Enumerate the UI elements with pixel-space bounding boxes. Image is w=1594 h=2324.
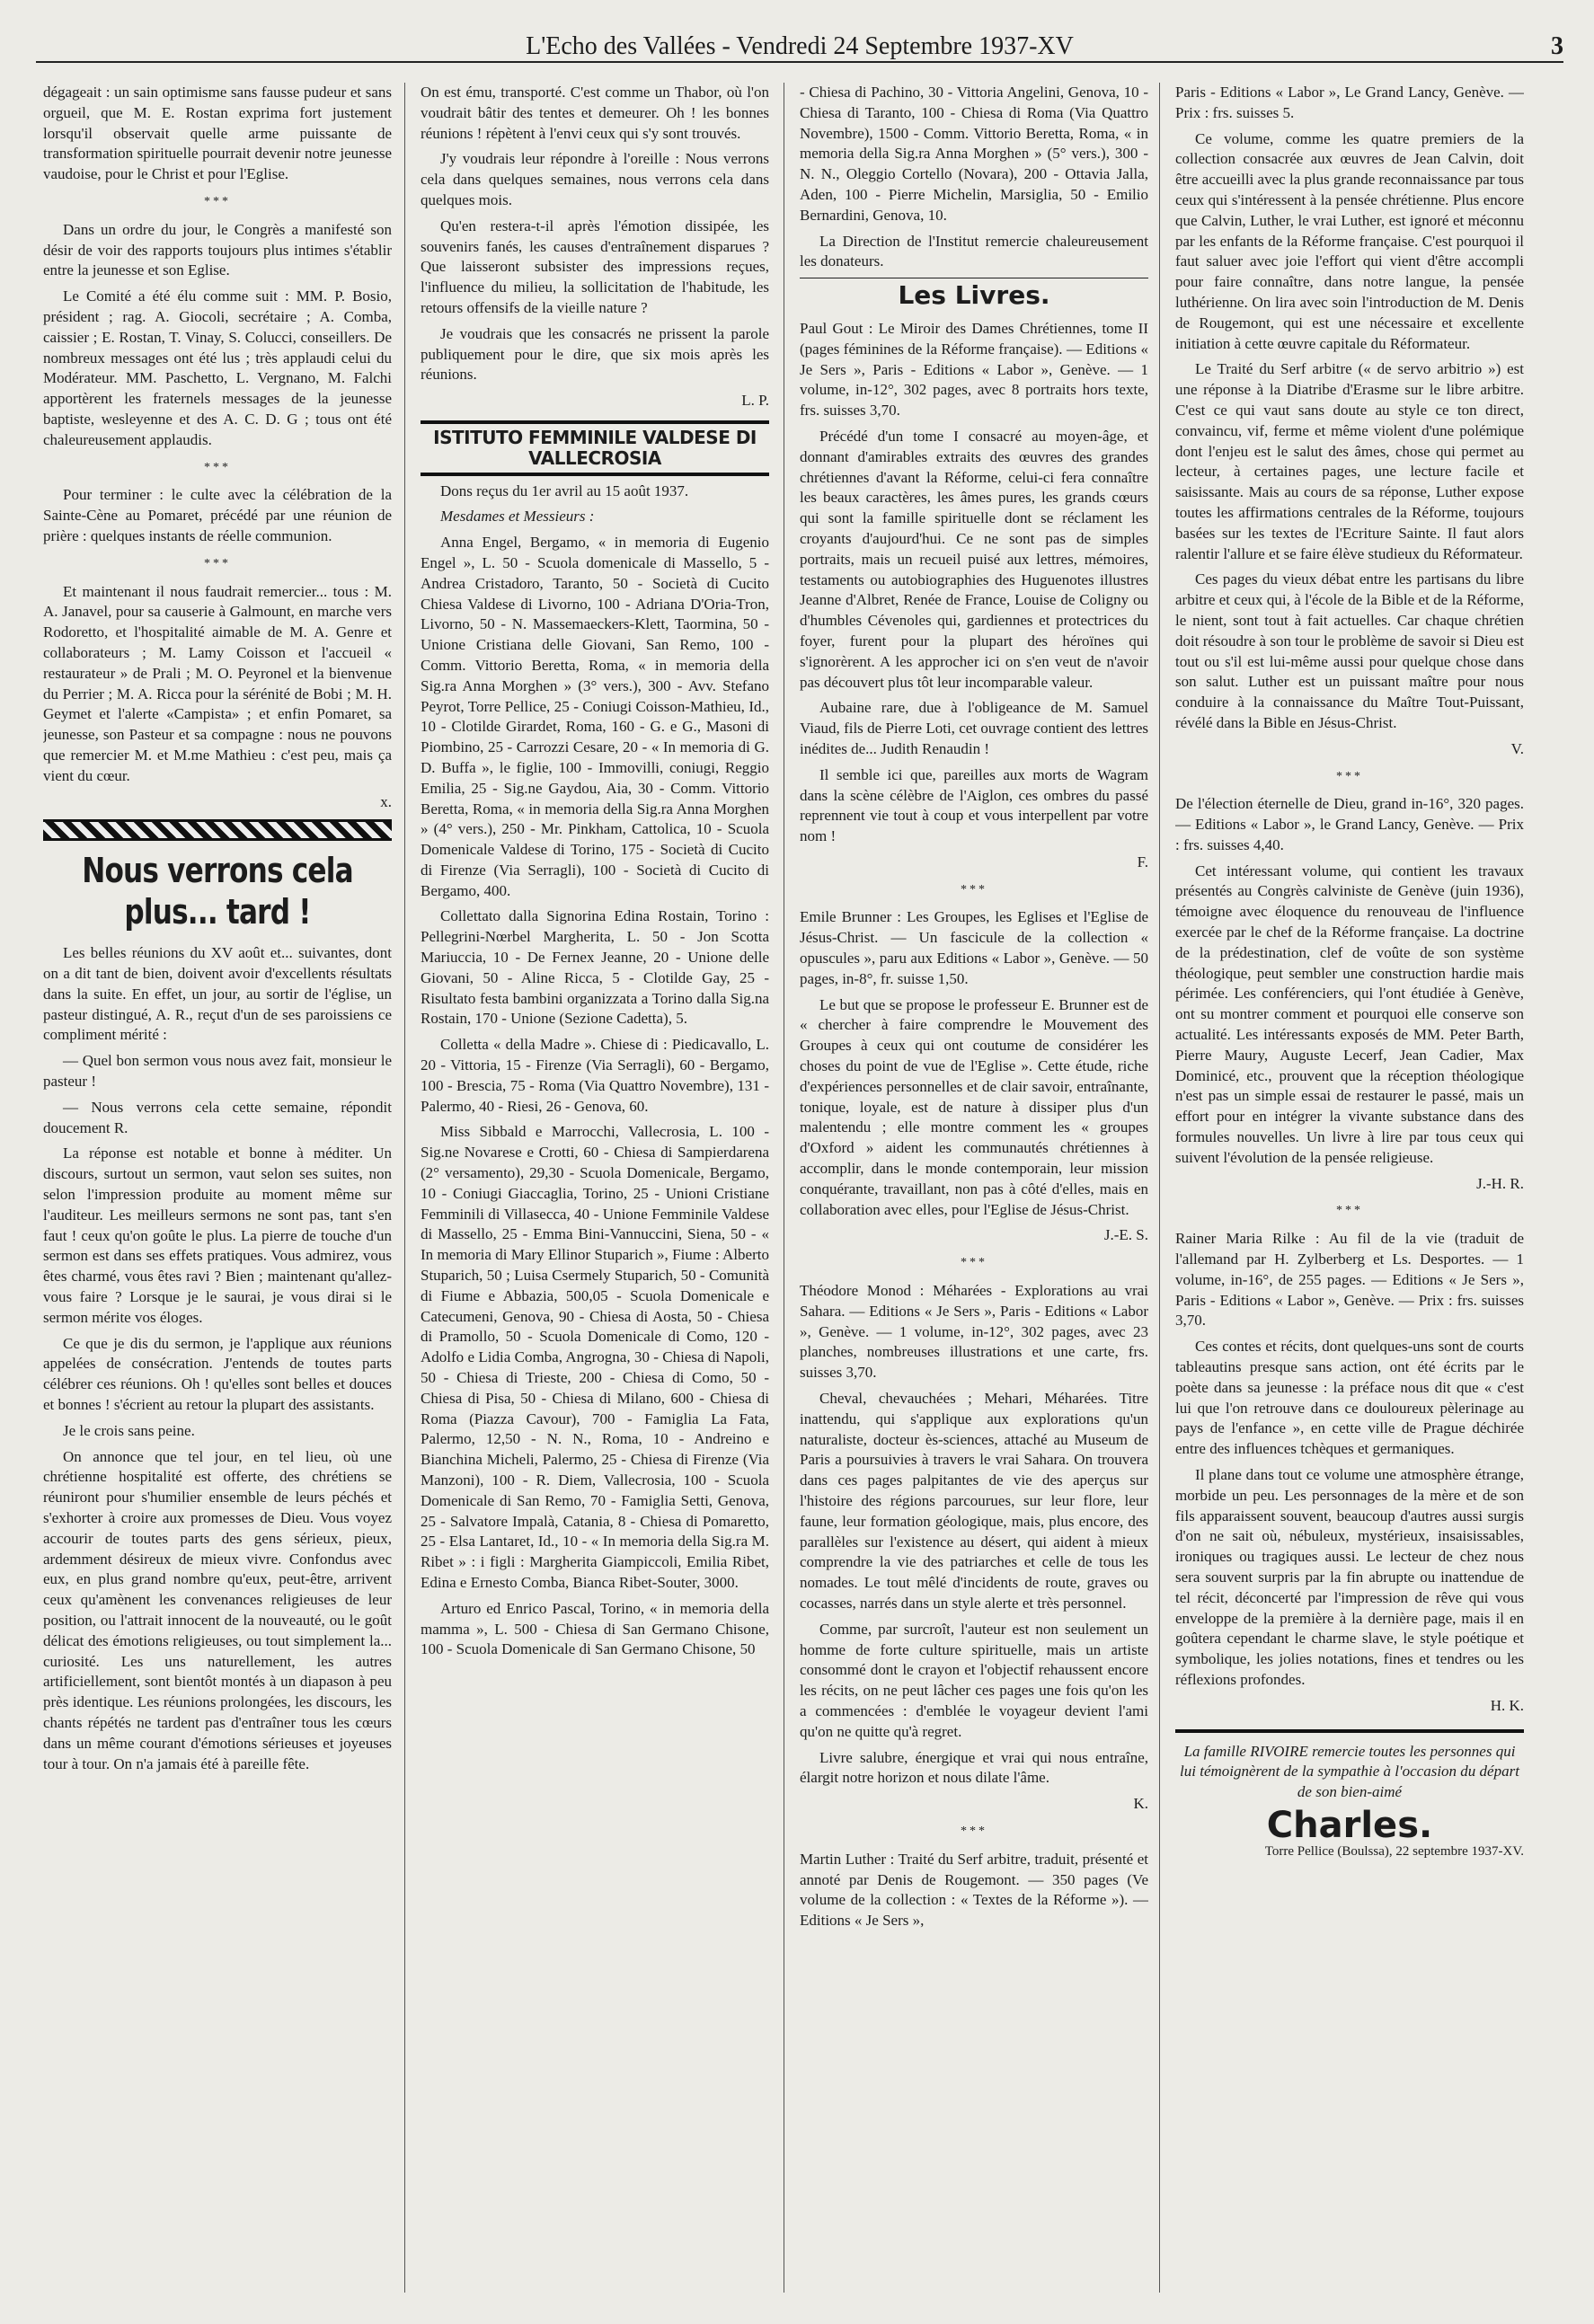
paragraph: Mesdames et Messieurs : (440, 508, 595, 526)
signature: F. (1137, 853, 1148, 870)
separator-stars: *** (204, 556, 231, 570)
paragraph: Anna Engel, Bergamo, « in memoria di Eugenio Engel », L. 50 - Scuola domenicale di Massello, 5 - Andrea Cristadoro, Taranto, 50 - Società di Cucito Chiesa Valdese di Livorno, 100 - Adriana D'Oria-Tron, Livorno, 50 - N. Massemaeckers-Klett, Taormina, 50 - Unione Cristiana delle Giovani, San Remo, 100 - Comm. Vittorio Beretta, Roma, « in memoria della Sig.ra Anna Morghen » (3° vers.), 300 - Avv. Stefano Peyrot, Torre Pellice, 25 - Coniugi Coisson-Mathieu, Id., 10 - Clotilde Girardet, Roma, 160 - G. e G., Masoni di Piombino, 25 - Carrozzi Cesare, 20 - « In memoria di G. D. Buffa », le figlie, 100 - Immovilli, coniugi, Reggio Emilia, 25 - Sig.ne Gaydou, Aia, 30 - Comm. Vittorio Beretta, Roma, « in memoria della Sig.ra Anna Morghen » (4° vers.), 250 - Mr. Pinkham, Cattolica, 10 - Scuola Domenicale Valdese di Torino, 175 - Società di Cucito di Firenze (Via Serragli), 100 - Società di Cucito di Bergamo, 400. (421, 534, 769, 899)
paragraph: Martin Luther : Traité du Serf arbitre, traduit, présenté et annoté par Denis de Rougemont. — 350 pages (Ve volume de la collection : « Textes de la Réforme »). — Editions « Je Sers », (800, 1850, 1148, 1930)
paragraph: Collettato dalla Signorina Edina Rostain, Torino : Pellegrini-Nœrbel Margherita, L. 50 - Jon Scotta Mariuccia, 10 - De Fernex Jeanne, 20 - Unione delle Giovani, 50 - Aline Ricca, 5 - Clotilde Gay, 25 - Risultato festa bambini organizzata a Torino dalla Sig.na Rostain, 170 - Unione (Sezione Cadetta), 5. (421, 907, 769, 1028)
paragraph: On est ému, transporté. C'est comme un Thabor, où l'on voudrait bâtir des tentes et demeurer. Oh ! les bonnes réunions ! répètent à l'envi ceux qui s'y sont trouvés. (421, 84, 769, 142)
separator-stars: *** (1336, 1204, 1363, 1218)
signature: V. (1510, 739, 1524, 757)
paragraph: Pour terminer : le culte avec la célébration de la Sainte-Cène au Pomaret, précédé par une réunion de prière : quelques instants de réelle communion. (43, 486, 392, 544)
paragraph: Il plane dans tout ce volume une atmosphère étrange, morbide un peu. Les personnages de la mère et de son fils apparaissent souvent, beaucoup d'autres aussi surgis d'on ne sait où, nébuleux, mystérieux, insaisissables, ironiques ou tragiques aussi. Le lecteur de chez nous sera souvent surpris par la fin abrupte ou inattendue de tel récit, déconcerté par l'impression de rêve qui vous enveloppe de la première à la dernière page, mais il en goûtera cependant le charme slave, le style poétique et symbolique, les jolies notations, fines et tendres ou les réflexions profondes. (1175, 1466, 1524, 1688)
paragraph: Paris - Editions « Labor », Le Grand Lancy, Genève. — Prix : frs. suisses 5. (1175, 84, 1524, 121)
paragraph: Aubaine rare, due à l'obligeance de M. Samuel Viaud, fils de Pierre Loti, cet ouvrage contient des lettres inédites de... Judith Renaudin ! (800, 699, 1148, 757)
paragraph: — Quel bon sermon vous nous avez fait, monsieur le pasteur ! (43, 1052, 392, 1091)
article-title: ISTITUTO FEMMINILE VALDESE DI VALLECROSIA (421, 420, 769, 476)
column-divider (404, 83, 405, 2293)
column-1 (43, 83, 392, 2293)
article-title: Nous verrons cela plus... tard ! (82, 851, 353, 932)
column-3 (800, 83, 1148, 2293)
paragraph: Je le crois sans peine. (63, 1421, 195, 1439)
column-divider (1159, 83, 1160, 2293)
paragraph: De l'élection éternelle de Dieu, grand in-16°, 320 pages. — Editions « Labor », le Grand Lancy, Genève. — Prix : frs. suisses 4,40. (1175, 795, 1524, 853)
signature: J.-E. S. (1103, 1226, 1148, 1244)
separator-stars: *** (204, 194, 231, 208)
paragraph: Miss Sibbald e Marrocchi, Vallecrosia, L. 100 - Sig.ne Novarese e Crotti, 60 - Chiesa di Sampierdarena (2° versamento), 29,30 - Scuola Domenicale, Bergamo, 10 - Coniugi Giaccaglia, Torino, 25 - Unioni Cristiane Femminili di Villasecca, 40 - Unione Femminile Valdese di Massello, 25 - Emma Bini-Vannuccini, Siena, 50 - « In memoria di Mary Ellinor Stuparich », Fiume : Alberto Stuparich, 50 ; Luisa Csermely Stuparich, 50 - Comunità di Fiume e Abbazia, 500,05 - Scuola Domenicale e Catecumeni, Genova, 90 - Chiesa di Aosta, 50 - Chiesa di Pramollo, 50 - Scuola Domenicale di Como, 120 - Adolfo e Lidia Comba, Angrogna, 30 - Chiesa di Napoli, 50 - Chiesa di Trieste, 200 - Chiesa di Como, 50 - Chiesa di Pisa, 50 - Chiesa di Milano, 600 - Chiesa di Roma (Piazza Cavour), 700 - Famiglia La Fata, Palermo, 12,50 - N. N., Roma, 10 - Andreino e Bianchina Micheli, Palermo, 25 - Chiesa di Firenze (Via Manzoni), 100 - R. Diem, Vallecrosia, 100 - Scuola Domenicale di San Remo, 70 - Famiglia Setti, Genova, 25 - Salvatore Impalà, Catania, 8 - Chiesa di Pomaretto, 25 - Elsa Lantaret, Id., 10 - « In memoria della Sig.ra M. Ribet » : i figli : Margherita Giampiccoli, Emilia Ribet, Edina e Ernesto Comba, Bianca Ribet-Souter, 3000. (421, 1123, 769, 1591)
separator-stars: *** (961, 882, 987, 897)
paragraph: Je voudrais que les consacrés ne prissent la parole publiquement pour le dire, que six mois après les réunions. (421, 324, 769, 384)
paragraph: — Nous verrons cela cette semaine, répondit doucement R. (43, 1098, 392, 1136)
paragraph: Emile Brunner : Les Groupes, les Eglises et l'Eglise de Jésus-Christ. — Un fascicule de la collection « opuscules », paru aux Editions « Labor », Genève. — 50 pages, in-8°, fr. suisse 1,50. (800, 908, 1148, 987)
paragraph: Le Traité du Serf arbitre (« de servo arbitrio ») est une réponse à la Diatribe d'Erasme sur le libre arbitre. C'est ce qui vaut sans doute au style ce ton direct, convaincu, vif, ferme et même violent d'une polémique dont l'enjeu est le salut des âmes, chose qui permet au lecteur, à certaines pages, une lecture facile et saisissante. Mais au cours de sa réponse, Luther expose toutes les affirmations centrales de la Réforme, toujours basées sur les textes de l'Ecriture Sainte. Il faut alors ralentir l'allure et se faire élève studieux du Réformateur. (1175, 360, 1524, 562)
signature: L. P. (741, 392, 769, 410)
paragraph: - Chiesa di Pachino, 30 - Vittoria Angelini, Genova, 10 - Chiesa di Taranto, 100 - Chiesa di Roma (Via Quattro Novembre), 1500 - Comm. Vittorio Beretta, Roma, « in memoria della Sig.ra Anna Morghen » (5° vers.), 300 - N. N., Oleggio Cortello (Novara), 200 - Ottavia Jalla, Aden, 100 - Pierre Michelin, Marsiglia, 50 - Emilio Bernardini, Genova, 10. (800, 84, 1148, 224)
paragraph: Colletta « della Madre ». Chiese di : Piedicavallo, L. 20 - Vittoria, 15 - Firenze (Via Serragli), 60 - Bergamo, 100 - Brescia, 75 - Roma (Via Quattro Novembre), 131 - Palermo, 40 - Riesi, 26 - Genova, 60. (421, 1036, 769, 1115)
paragraph: Le but que se propose le professeur E. Brunner est de « chercher à faire comprendre le Mouvement des Groupes à ceux qui ont coutume de considérer les choses du point de vue de l'Eglise ». Cette étude, riche d'expériences personnelles et de clair savoir, entraînante, tonique, loyale, est de nature à dissiper plus d'un malentendu ; elle montre comment les « groupes d'Oxford » aident les communautés chrétiennes à accomplir, dans le monde contemporain, leur mission conquérante, travaillant, non pas à côté d'elles, mais en collaboration avec elles, pour l'Eglise de Jésus-Christ. (800, 995, 1148, 1218)
paragraph: Cheval, chevauchées ; Mehari, Méharées. Titre inattendu, qui s'applique aux explorations qu'un naturaliste, docteur ès-sciences, attaché au Museum de Paris a poursuivies à travers le vrai Sahara. On trouvera dans ces pages palpitantes de vie des aperçus sur l'histoire des régions parcourues, sur leur flore, leur faune, leur formation géologique, mais, plus encore, des parallèles sur l'existence au désert, qui aident à mieux comprendre la vie des patriarches et celle de tous les nomades. Le tout mêlé d'incidents de route, graves ou cocasses, narrés dans un style alerte et très personnel. (800, 1390, 1148, 1612)
separator-stars: *** (204, 460, 231, 474)
paragraph: J'y voudrais leur répondre à l'oreille : Nous verrons cela dans quelques semaines, nous verrons cela dans quelques mois. (421, 150, 769, 208)
notice-text: La famille RIVOIRE remercie toutes les personnes qui lui témoignèrent de la sympathie à l'occasion du départ de son bien-aimé (1180, 1742, 1519, 1801)
paragraph: La Direction de l'Institut remercie chaleureusement les donateurs. (800, 232, 1148, 270)
decorative-band (43, 819, 392, 841)
signature: K. (1133, 1795, 1148, 1813)
paragraph: Dans un ordre du jour, le Congrès a manifesté son désir de voir des rapports toujours plus intimes s'établir entre la jeunesse et son Eglise. (43, 220, 392, 279)
separator-stars: *** (961, 1824, 987, 1838)
newspaper-header-title: L'Echo des Vallées - Vendredi 24 Septembre 1937-XV (526, 32, 1074, 60)
paragraph: Précédé d'un tome I consacré au moyen-âge, et donnant d'amirables extraits des œuvres des grandes chrétiennes d'avant la Réforme, celui-ci fera connaître les beaux caractères, les âmes pures, les grands cœurs qui sont la famille spirituelle dont se réclament les croyants d'aujourd'hui. Ce ne sont pas de simples portraits, mais un recueil puisé aux lettres, mémoires, testaments ou autobiographies des Huguenotes illustres Jeanne d'Albret, Renée de France, Louise de Coligny ou d'humbles Cévenoles qui, gardiennes et protectrices du foyer, furent pour la plupart des héroïnes qui s'ignorèrent. A les approcher ici on s'en veut de n'avoir pas découvert plus tôt leur incomparable valeur. (800, 427, 1148, 691)
paragraph: La réponse est notable et bonne à méditer. Un discours, surtout un sermon, vaut selon ses suites, non selon l'impression produite au moment même sur l'auditeur. Les meilleurs sermons ne sont pas, tant s'en faut ! ceux qu'on goûte le plus. La pierre de touche d'un sermon est dans ses effets pratiques. Vous admirez, vous êtes charmé, vous êtes ravi ? Bien ; maintenant qu'allez-vous faire ? Lorsque je le saurai, je vous dirai si le sermon mérite vos éloges. (43, 1144, 392, 1326)
paragraph: Comme, par surcroît, l'auteur est non seulement un homme de forte culture spirituelle, mais un artiste consommé dont le crayon et l'objectif rehaussent encore les récits, on ne peut lâcher ces pages une fois qu'on les a commencées : d'emblée le voyageur devient l'ami qu'on ne quitte qu'à regret. (800, 1620, 1148, 1740)
masthead (36, 31, 1563, 63)
paragraph: Livre salubre, énergique et vrai qui nous entraîne, élargit notre horizon et nous dilate l'âme. (800, 1748, 1148, 1787)
paragraph: Cet intéressant volume, qui contient les travaux présentés au Congrès calviniste de Genève (juin 1936), témoigne avec éloquence du renouveau de l'influence exercée par le chef de la Réforme française. La doctrine de la prédestination, clef de voûte de son système théologique, peut sembler une construction hardie mais périmée. Les conférenciers, qui l'ont étudiée à Genève, ont su montrer comment et pourquoi elle conserve son actualité. Les intéressants exposés de MM. Peter Barth, Pierre Maury, Auguste Lecerf, Jean Cadier, Max Dominicé, etc., prouvent que la réception théologique n'est pas un simple essai de restaurer le passé, mais un effort pour en intégrer la vivante substance dans des formules nouvelles. Un livre à lire par tous ceux qui suivent l'évolution de la pensée religieuse. (1175, 862, 1524, 1166)
paragraph: Et maintenant il nous faudrait remercier... tous : M. A. Janavel, pour sa causerie à Galmount, en marche vers Rodoretto, et l'hospitalité aimable de M. A. Genre et collaborateurs ; M. Lamy Coisson et l'accueil « restaurateur » de Prali ; M. O. Peyronel et la bienvenue du Perrier ; M. A. Ricca pour la sérénité de Bobi ; M. H. Geymet et l'alerte «Campista» ; et enfin Pomaret, sa jeunesse, son Pasteur et sa compagne : nous ne pouvons que remercier M. et M.me Mathieu : c'est peu, mais ça vient du cœur. (43, 582, 392, 784)
paragraph: Ces contes et récits, dont quelques-uns sont de courts tableautins presque sans action, ont été écrits par le poète dans sa jeunesse : la préface nous dit que « c'est lui que l'on retrouve dans ce douloureux pèlerinage au pays de l'enfance », en cette ville de Prague déchirée entre des influences tchèques et germaniques. (1175, 1338, 1524, 1458)
signature: H. K. (1490, 1696, 1524, 1714)
section-title: Les Livres. (800, 278, 1148, 312)
paragraph: Qu'en restera-t-il après l'émotion dissipée, les souvenirs fanés, les causes d'entraînement disparues ? Que laisseront subsister des impressions reçues, l'influence du milieu, la sollicitation de l'habitude, les retours offensifs de la vieille nature ? (421, 216, 769, 316)
signature: x. (380, 792, 392, 810)
paragraph: Il semble ici que, pareilles aux morts de Wagram dans la scène célèbre de l'Aiglon, ces ombres du passé reprennent vie tout à coup et vous interpellent par votre nom ! (800, 765, 1148, 845)
paragraph: On annonce que tel jour, en tel lieu, où une chrétienne hospitalité est offerte, des chrétiens se réuniront pour s'humilier ensemble de leurs péchés et s'exhorter à croire aux promesses de Dieu. Vous voyez accourir de toutes parts des gens sérieux, pieux, ardemment désireux de mieux vivre. Confondus avec eux, en plus grand nombre qu'eux, peut-être, arrivent ceux qu'amènent les convenances religieuses de leur position, ou l'attrait innocent de la nouveauté, ou le goût délicat des émotions religieuses, ou tout simplement la... curiosité. Les uns naturellement, les autres artificiellement, sont bientôt montés à un diapason à peu près identique. Les réunions prolongées, les discours, les chants répétés ne tardent pas d'entraîner tous les cœurs dans un même courant d'émotions sérieuses et joyeuses tour à tour. On n'a jamais été à pareille fête. (43, 1447, 392, 1772)
column-4 (1175, 83, 1524, 2293)
paragraph: Ce volume, comme les quatre premiers de la collection consacrée aux œuvres de Jean Calvin, doit être accueilli avec la plus grande reconnaissance par tous ceux qui s'intéressent à la pensée chrétienne. Plus encore que Calvin, Luther, le vrai Luther, est ignoré et méconnu par les enfants de la Réforme française. C'est pourquoi il faut saluer avec joie l'effort qui vient d'être accompli pour faire connaître, dans notre langue, la pensée luthérienne. On lira avec soin l'introduction de M. Denis de Rougemont, qui est une nécessaire et excellente initiation à cette œuvre capitale du Réformateur. (1175, 129, 1524, 352)
dateline: Torre Pellice (Boulssa), 22 septembre 1937-XV. (1264, 1843, 1524, 1859)
paragraph: Théodore Monod : Méharées - Explorations au vrai Sahara. — Editions « Je Sers », Paris - Editions « Labor », Genève. — 1 volume, in-12°, 302 pages, avec 23 planches, nombreuses illustrations et une carte, frs. suisses 3,70. (800, 1282, 1148, 1382)
paragraph: Paul Gout : Le Miroir des Dames Chrétiennes, tome II (pages féminines de la Réforme française). — Editions « Je Sers », Paris - Editions « Labor », Genève. — 1 volume, in-12°, 302 pages, avec 8 portraits hors texte, frs. suisses 3,70. (800, 319, 1148, 420)
page-number: 3 (1551, 32, 1563, 60)
paragraph: Le Comité a été élu comme suit : MM. P. Bosio, président ; rag. A. Giocoli, secrétaire ; A. Comba, caissier ; E. Rostan, T. Vinay, S. Colucci, conseillers. De nombreux messages ont été lus ; très applaudi celui du Modérateur. MM. Paschetto, L. Vergnano, M. Falchi apportèrent les fraternels messages de la jeunesse baptiste, wesleyenne et des A. C. D. G ; tous ont été chaleureusement applaudis. (43, 287, 392, 448)
separator-stars: *** (961, 1256, 987, 1270)
paragraph: Les belles réunions du XV août et... suivantes, dont on a dit tant de bien, doivent avoir d'excellents résultats dans la suite. En effet, un jour, au sortir de l'église, un pasteur distingué, A. R., reçut d'un de ses paroissiens ce compliment mérité : (43, 944, 392, 1044)
paragraph: dégageait : un sain optimisme sans fausse pudeur et sans orgueil, que M. E. Rostan exprima fort justement lorsqu'il observait quelle arme puissante de transformation spirituelle pourrait devenir notre jeunesse vaudoise, pour le Christ et pour l'Eglise. (43, 84, 392, 183)
paragraph: Rainer Maria Rilke : Au fil de la vie (traduit de l'allemand par H. Zylberberg et Ls. Desportes. — 1 volume, in-16°, de 255 pages. — Editions « Je Sers », Paris - Editions « Labor », Genève. — Prix : frs. suisses 3,70. (1175, 1230, 1524, 1330)
signature: J.-H. R. (1476, 1174, 1524, 1192)
paragraph: Dons reçus du 1er avril au 15 août 1937. (440, 482, 689, 499)
separator-stars: *** (1336, 769, 1363, 783)
divider (1175, 1729, 1524, 1733)
notice-name: Charles. (1266, 1804, 1433, 1846)
paragraph: Ce que je dis du sermon, je l'applique aux réunions appelées de consécration. J'entends de toutes parts célébrer ces réunions. Oh ! qu'elles sont belles et douces et bonnes ! s'écrient au retour la plupart des assistants. (43, 1334, 392, 1414)
paragraph: Ces pages du vieux débat entre les partisans du libre arbitre et ceux qui, à l'école de la Bible et de la Réforme, le nient, sont tout à fait actuelles. Car chaque chrétien doit résoudre à son tour le problème de savoir si Dieu est tout ou s'il est lui-même aussi pour quelque chose dans son salut. Luther est un puissant maître pour nous conduire à la connaissance du Maître Tout-Puissant, révélé dans la Bible en Jésus-Christ. (1175, 570, 1524, 731)
paragraph: Arturo ed Enrico Pascal, Torino, « in memoria della mamma », L. 500 - Chiesa di San Germano Chisone, 100 - Scuola Domenicale di San Germano Chisone, 50 (421, 1599, 769, 1658)
column-2 (421, 83, 769, 2293)
